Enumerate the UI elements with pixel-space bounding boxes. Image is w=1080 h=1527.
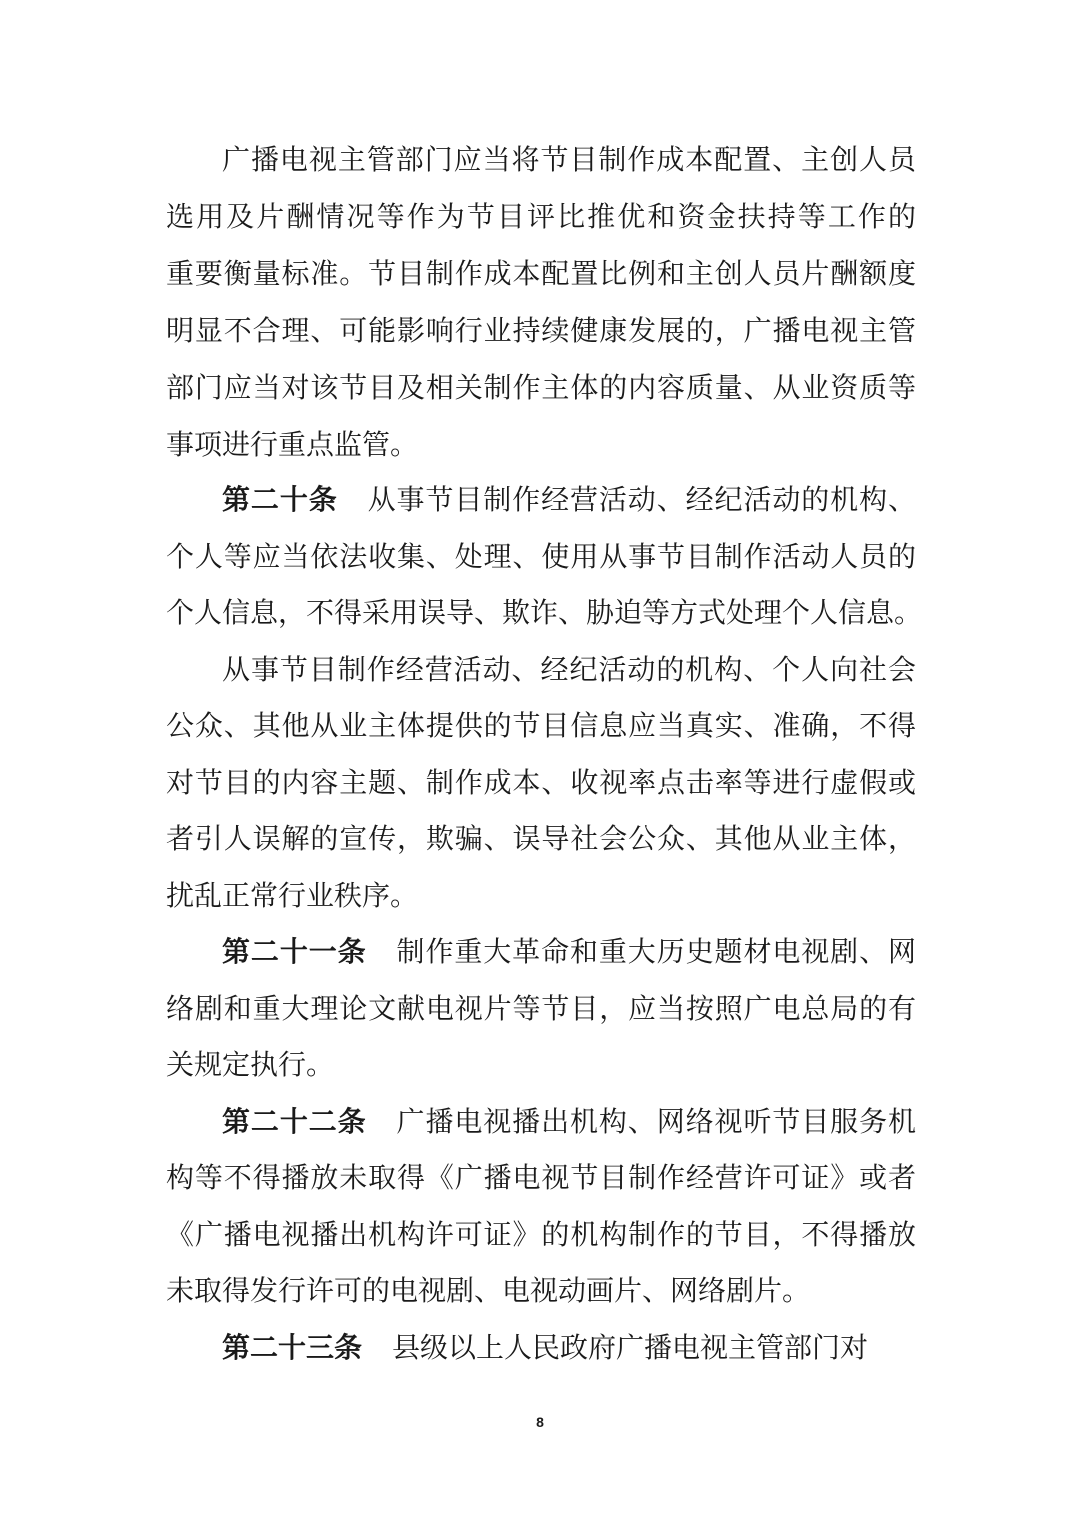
page-number: 8 <box>536 1414 544 1430</box>
article-23-first-line <box>222 1328 916 1368</box>
paragraph-line: 个人等应当依法收集、处理、使用从事节目制作活动人员的 <box>166 540 916 573</box>
article-22-first-line <box>222 1102 916 1142</box>
article-20-first-line <box>222 480 916 520</box>
paragraph-line: 选用及片酬情况等作为节目评比推优和资金扶持等工作的 <box>166 200 916 233</box>
paragraph-line: 从事节目制作经营活动、经纪活动的机构、个人向社会 <box>222 653 916 686</box>
paragraph-line: 重要衡量标准。节目制作成本配置比例和主创人员片酬额度 <box>166 257 916 290</box>
paragraph-line: 县级以上人民政府广播电视主管部门对 <box>392 1331 869 1364</box>
paragraph-line: 广播电视主管部门应当将节目制作成本配置、主创人员 <box>222 143 916 176</box>
article-heading: 第二十二条 <box>222 1105 367 1138</box>
paragraph-line: 关规定执行。 <box>166 1048 335 1081</box>
paragraph-line: 部门应当对该节目及相关制作主体的内容质量、从业资质等 <box>166 371 916 404</box>
paragraph-line: 《广播电视播出机构许可证》的机构制作的节目，不得播放 <box>166 1218 916 1251</box>
paragraph-line: 未取得发行许可的电视剧、电视动画片、网络剧片。 <box>166 1274 811 1307</box>
paragraph-line: 制作重大革命和重大历史题材电视剧、网 <box>396 935 916 968</box>
article-heading: 第二十三条 <box>222 1331 363 1364</box>
paragraph-line: 对节目的内容主题、制作成本、收视率点击率等进行虚假或 <box>166 766 916 799</box>
paragraph-line: 个人信息，不得采用误导、欺诈、胁迫等方式处理个人信息。 <box>166 596 923 629</box>
paragraph-line: 公众、其他从业主体提供的节目信息应当真实、准确，不得 <box>166 709 916 742</box>
paragraph-line: 者引人误解的宣传，欺骗、误导社会公众、其他从业主体， <box>166 822 916 855</box>
paragraph-line: 络剧和重大理论文献电视片等节目，应当按照广电总局的有 <box>166 992 916 1025</box>
paragraph-line: 事项进行重点监管。 <box>166 428 419 461</box>
paragraph-line: 构等不得播放未取得《广播电视节目制作经营许可证》或者 <box>166 1161 916 1194</box>
article-heading: 第二十条 <box>222 483 338 516</box>
article-heading: 第二十一条 <box>222 935 367 968</box>
paragraph-line: 扰乱正常行业秩序。 <box>166 879 419 912</box>
paragraph-line: 明显不合理、可能影响行业持续健康发展的，广播电视主管 <box>166 314 916 347</box>
article-21-first-line <box>222 932 916 972</box>
paragraph-line: 从事节目制作经营活动、经纪活动的机构、 <box>367 483 916 516</box>
paragraph-line: 广播电视播出机构、网络视听节目服务机 <box>396 1105 916 1138</box>
